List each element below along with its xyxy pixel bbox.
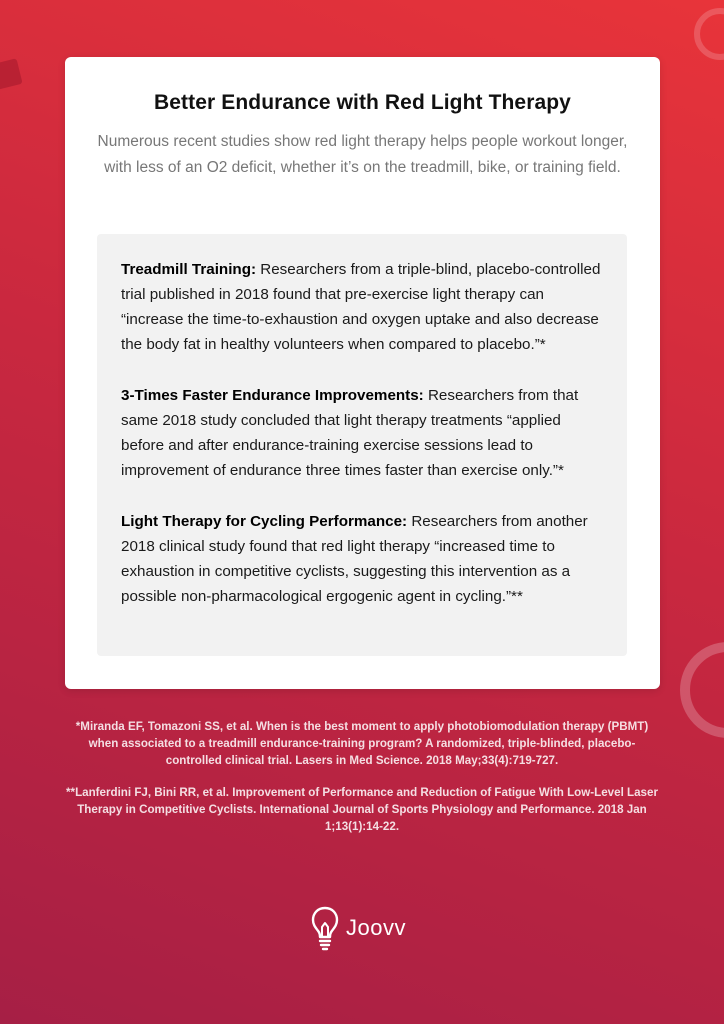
card-subtitle: Numerous recent studies show red light therapy helps people workout longer, with less of an O2 deficit, whether it’s on the treadmill, bike, or training field. [97,133,628,176]
logo-text: Joovv [346,915,406,940]
decorative-square [0,58,23,91]
decorative-ring-middle [680,642,724,738]
study-text: Researchers from that same 2018 study concluded that light therapy treatments “applied before and after endurance-training exercise sessions lead to improvement of endurance three times faster than exercise only.”* [121,387,579,479]
study-treadmill [121,257,603,357]
reference-2: **Lanferdini FJ, Bini RR, et al. Improvement of Performance and Reduction of Fatigue With Low-Level Laser Therapy in Competitive Cyclists. International Journal of Sports Physiology and Performance. 2018 Jan 1;13(1):14-22. [66,786,658,833]
lightbulb-icon [310,905,340,951]
joovv-logo [310,903,406,953]
study-text: Researchers from a triple-blind, placebo-controlled trial published in 2018 found that pre-exercise light therapy can “increase the time-to-exhaustion and oxygen uptake and also decrease the body fat in healthy volunteers when compared to placebo.”* [121,261,601,353]
card-title: Better Endurance with Red Light Therapy [154,91,571,114]
reference-1: *Miranda EF, Tomazoni SS, et al. When is the best moment to apply photobiomodulation therapy (PBMT) when associated to a treadmill endurance-training program? A randomized, triple-blinded, placebo-controlled clinical trial. Lasers in Med Science. 2018 May;33(4):719-727. [75,720,649,767]
decorative-ring-top [694,8,724,60]
study-heading: Light Therapy for Cycling Performance: [121,513,408,530]
study-heading: 3-Times Faster Endurance Improvements: [121,387,424,404]
study-cycling [121,509,603,609]
study-endurance [121,383,603,483]
studies-panel [97,234,627,656]
study-heading: Treadmill Training: [121,261,257,278]
references [62,718,662,850]
content-card [65,57,660,689]
study-text: Researchers from another 2018 clinical study found that red light therapy “increased time to exhaustion in competitive cyclists, suggesting this intervention as a possible non-pharmacological ergogenic agent in cycling.”** [121,513,588,605]
